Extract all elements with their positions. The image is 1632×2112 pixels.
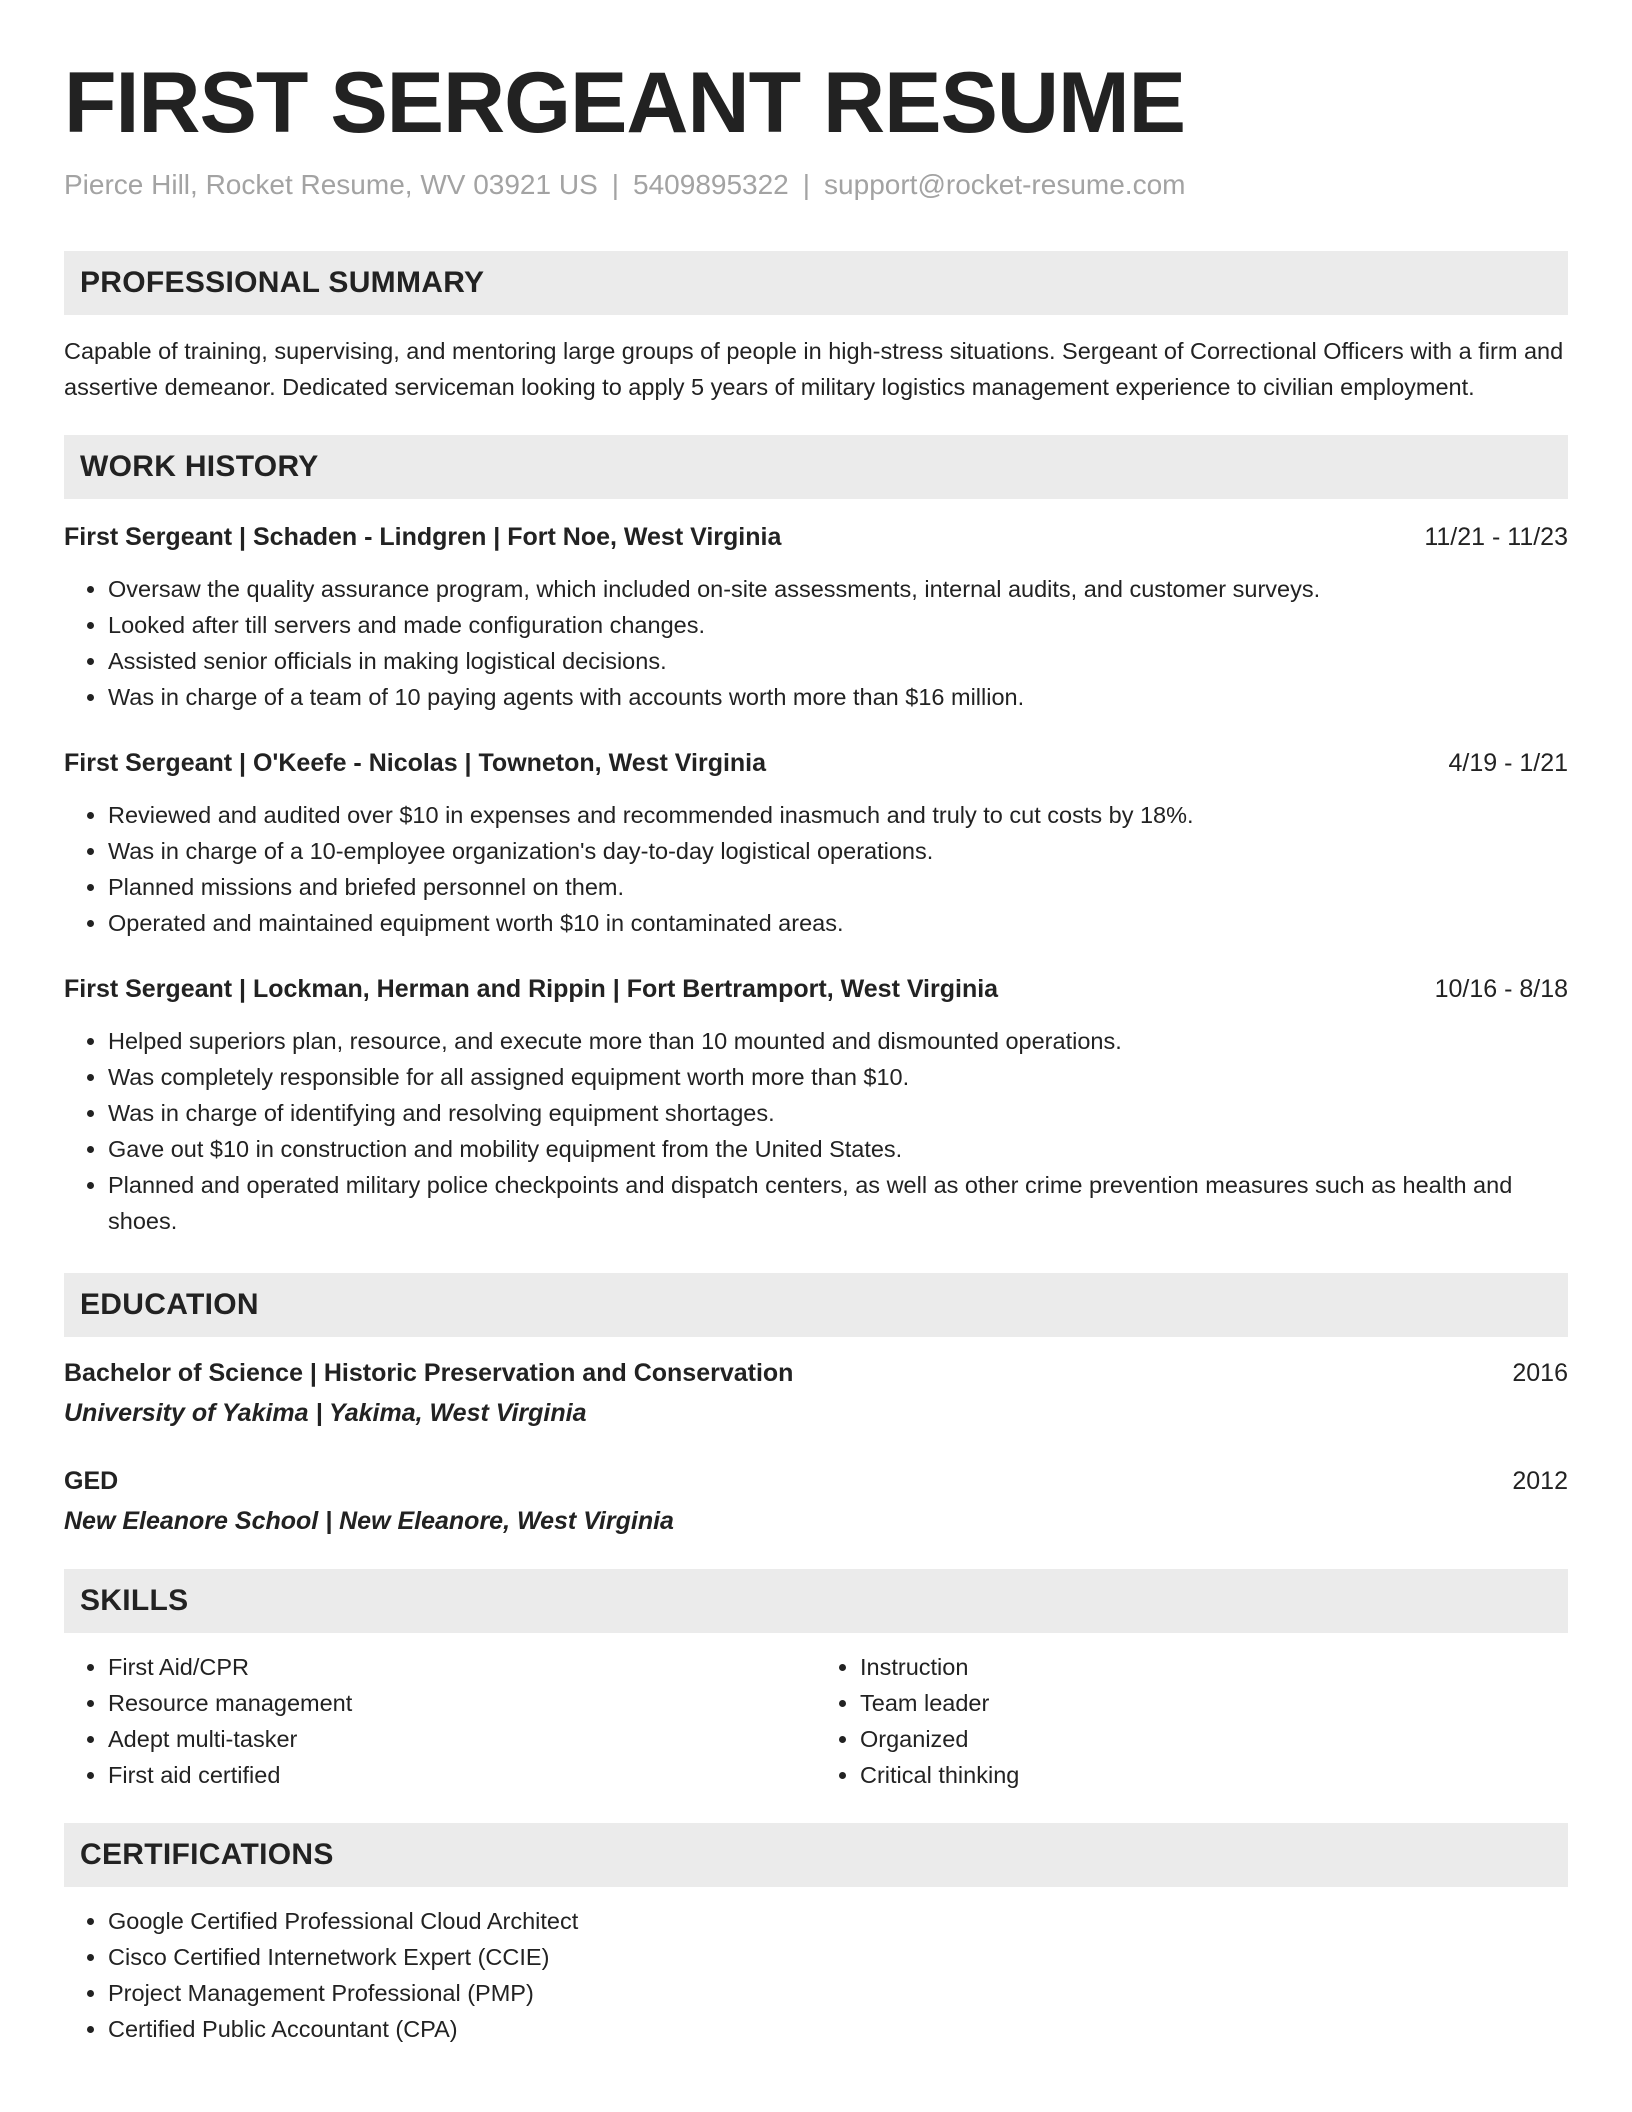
education-entry: [64, 1355, 1568, 1431]
job-bullets: [64, 1023, 1568, 1239]
list-item: • Oversaw the quality assurance program, which included on-site assessments, internal audits, and customer surveys.: [108, 571, 1568, 607]
job-bullets: [64, 797, 1568, 941]
section-heading-certifications: CERTIFICATIONS: [64, 1823, 1568, 1887]
summary-text: Capable of training, supervising, and mentoring large groups of people in high-stress situations. Sergeant of Correctional Officers with a firm and assertive demeanor. Dedicated serviceman looking to apply 5 years of military logistics management experience to civilian employment.: [64, 337, 1564, 400]
list-item: • Project Management Professional (PMP): [108, 1975, 1568, 2011]
skills-list: [64, 1649, 1568, 1793]
list-item: • Was in charge of a 10-employee organization's day-to-day logistical operations.: [108, 833, 1568, 869]
section-heading-education: EDUCATION: [64, 1273, 1568, 1337]
skills-column-right: [816, 1649, 1568, 1793]
list-item: • Planned and operated military police checkpoints and dispatch centers, as well as other crime prevention measures such as health and shoes.: [108, 1167, 1568, 1239]
job-title: First Sergeant | Schaden - Lindgren | Fort Noe, West Virginia: [64, 522, 782, 551]
list-item: • Was in charge of identifying and resolving equipment shortages.: [108, 1095, 1568, 1131]
job-bullets: [64, 571, 1568, 715]
contact-address: Pierce Hill, Rocket Resume, WV 03921 US: [64, 168, 598, 200]
list-item: • Looked after till servers and made configuration changes.: [108, 607, 1568, 643]
job-entry: [64, 745, 1568, 941]
skills-column-left: [64, 1649, 816, 1793]
list-item: • Instruction: [860, 1649, 1568, 1685]
list-item: • Gave out $10 in construction and mobility equipment from the United States.: [108, 1131, 1568, 1167]
education-year: 2016: [1512, 1358, 1568, 1387]
list-item: • Assisted senior officials in making logistical decisions.: [108, 643, 1568, 679]
list-item: • Was in charge of a team of 10 paying agents with accounts worth more than $16 million.: [108, 679, 1568, 715]
list-item: • Helped superiors plan, resource, and execute more than 10 mounted and dismounted operations.: [108, 1023, 1568, 1059]
contact-email: support@rocket-resume.com: [824, 168, 1186, 200]
job-entry: [64, 971, 1568, 1239]
list-item: • Planned missions and briefed personnel on them.: [108, 869, 1568, 905]
list-item: • Team leader: [860, 1685, 1568, 1721]
list-item: • Resource management: [108, 1685, 816, 1721]
contact-phone: 5409895322: [633, 168, 789, 200]
job-dates: 10/16 - 8/18: [1434, 974, 1568, 1003]
list-item: • Operated and maintained equipment worth $10 in contaminated areas.: [108, 905, 1568, 941]
list-item: • Cisco Certified Internetwork Expert (CCIE): [108, 1939, 1568, 1975]
job-title: First Sergeant | Lockman, Herman and Rippin | Fort Bertramport, West Virginia: [64, 974, 999, 1003]
list-item: • First Aid/CPR: [108, 1649, 816, 1685]
education-school: New Eleanore School | New Eleanore, West Virginia: [64, 1506, 674, 1535]
contact-separator: |: [802, 168, 811, 200]
section-heading-work: WORK HISTORY: [64, 435, 1568, 499]
certifications-list: [64, 1903, 1568, 2047]
job-dates: 11/21 - 11/23: [1424, 522, 1568, 551]
list-item: • Reviewed and audited over $10 in expenses and recommended inasmuch and truly to cut costs by 18%.: [108, 797, 1568, 833]
job-title: First Sergeant | O'Keefe - Nicolas | Towneton, West Virginia: [64, 748, 767, 777]
job-entry: [64, 519, 1568, 715]
education-entry: [64, 1463, 1568, 1539]
section-heading-skills: SKILLS: [64, 1569, 1568, 1633]
list-item: • Certified Public Accountant (CPA): [108, 2011, 1568, 2047]
list-item: • First aid certified: [108, 1757, 816, 1793]
list-item: • Organized: [860, 1721, 1568, 1757]
list-item: • Was completely responsible for all assigned equipment worth more than $10.: [108, 1059, 1568, 1095]
education-school: University of Yakima | Yakima, West Virginia: [64, 1398, 587, 1427]
list-item: • Adept multi-tasker: [108, 1721, 816, 1757]
section-heading-summary: PROFESSIONAL SUMMARY: [64, 251, 1568, 315]
education-degree: Bachelor of Science | Historic Preservation and Conservation: [64, 1358, 794, 1387]
list-item: • Critical thinking: [860, 1757, 1568, 1793]
education-degree: GED: [64, 1466, 119, 1495]
education-year: 2012: [1512, 1466, 1568, 1495]
contact-line: [64, 169, 1568, 201]
contact-separator: |: [611, 168, 620, 200]
list-item: • Google Certified Professional Cloud Architect: [108, 1903, 1568, 1939]
resume-title: FIRST SERGEANT RESUME: [64, 55, 1185, 151]
job-dates: 4/19 - 1/21: [1448, 748, 1568, 777]
